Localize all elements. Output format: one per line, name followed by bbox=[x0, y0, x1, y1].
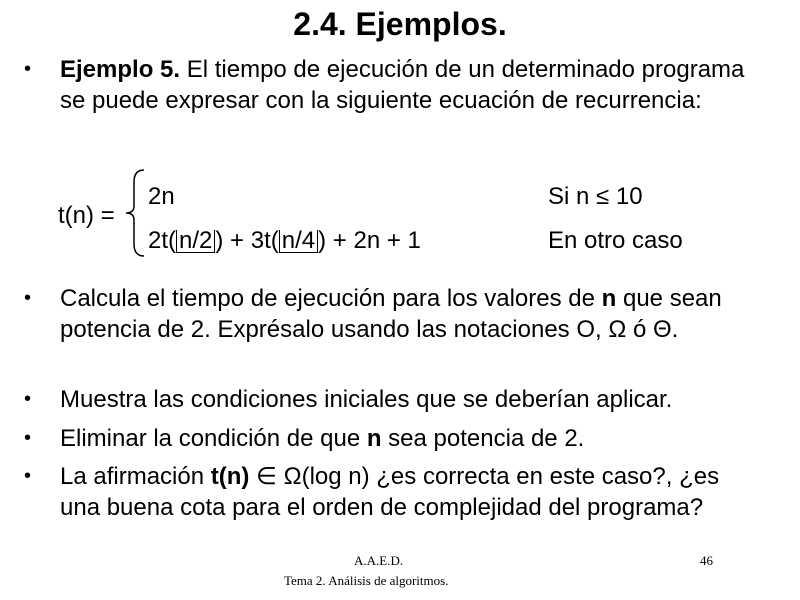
floor-n-over-2 bbox=[176, 227, 215, 254]
bullet-1-text-a: Calcula el tiempo de ejecución para los valores de bbox=[60, 285, 602, 312]
bullet-1-text-b: que sean potencia de 2. Exprésalo usando las notaciones O, Ω ó Θ. bbox=[60, 285, 722, 343]
footer-course: A.A.E.D. bbox=[354, 553, 404, 568]
bullet-item-3 bbox=[24, 423, 764, 454]
bullet-4-bold: t(n) bbox=[210, 463, 250, 490]
bullet-1-bold: n bbox=[601, 285, 617, 312]
bullet-marker: • bbox=[24, 388, 32, 410]
bullet-3-text-a: Eliminar la condición de que bbox=[60, 425, 367, 452]
bullet-item-1 bbox=[24, 283, 764, 345]
example-paragraph bbox=[24, 54, 764, 116]
case1-condition: Si n ≤ 10 bbox=[548, 183, 643, 210]
bullet-item-4 bbox=[24, 461, 744, 523]
bullet-marker: • bbox=[24, 427, 32, 449]
bullet-4-text-a: La afirmación bbox=[60, 463, 211, 490]
case2-part-d: n/4 bbox=[281, 227, 316, 254]
footer-topic: Tema 2. Análisis de algoritmos. bbox=[284, 573, 449, 588]
slide-title: 2.4. Ejemplos. bbox=[293, 6, 507, 42]
left-brace bbox=[120, 168, 150, 258]
equation-lhs: t(n) = bbox=[58, 202, 115, 229]
page-number: 46 bbox=[700, 553, 713, 568]
example-lead: Ejemplo 5. bbox=[60, 56, 181, 83]
example-text: El tiempo de ejecución de un determinado programa se puede expresar con la siguiente ecuación de recurrencia: bbox=[60, 56, 745, 114]
bullet-item-2 bbox=[24, 384, 764, 415]
bullet-2-text: Muestra las condiciones iniciales que se deberían aplicar. bbox=[60, 386, 673, 413]
case2-part-a: 2t( bbox=[148, 227, 177, 254]
case2-part-e: ) + 2n + 1 bbox=[318, 227, 421, 254]
floor-n-over-4 bbox=[279, 227, 318, 254]
case2-condition: En otro caso bbox=[548, 227, 683, 254]
bullet-marker: • bbox=[24, 287, 32, 309]
bullet-3-bold: n bbox=[366, 425, 382, 452]
case2-part-c: ) + 3t( bbox=[215, 227, 279, 254]
case1-expression: 2n bbox=[148, 183, 175, 210]
bullet-3-text-b: sea potencia de 2. bbox=[381, 425, 585, 452]
case2-part-b: n/2 bbox=[179, 227, 213, 254]
bullet-4-text-b: ∈ Ω(log n) ¿es correcta en este caso?, ¿es una buena cota para el orden de complejidad del programa? bbox=[60, 463, 720, 521]
case2-expression bbox=[148, 226, 421, 256]
bullet-marker: • bbox=[24, 465, 32, 487]
bullet-marker: • bbox=[24, 58, 32, 80]
